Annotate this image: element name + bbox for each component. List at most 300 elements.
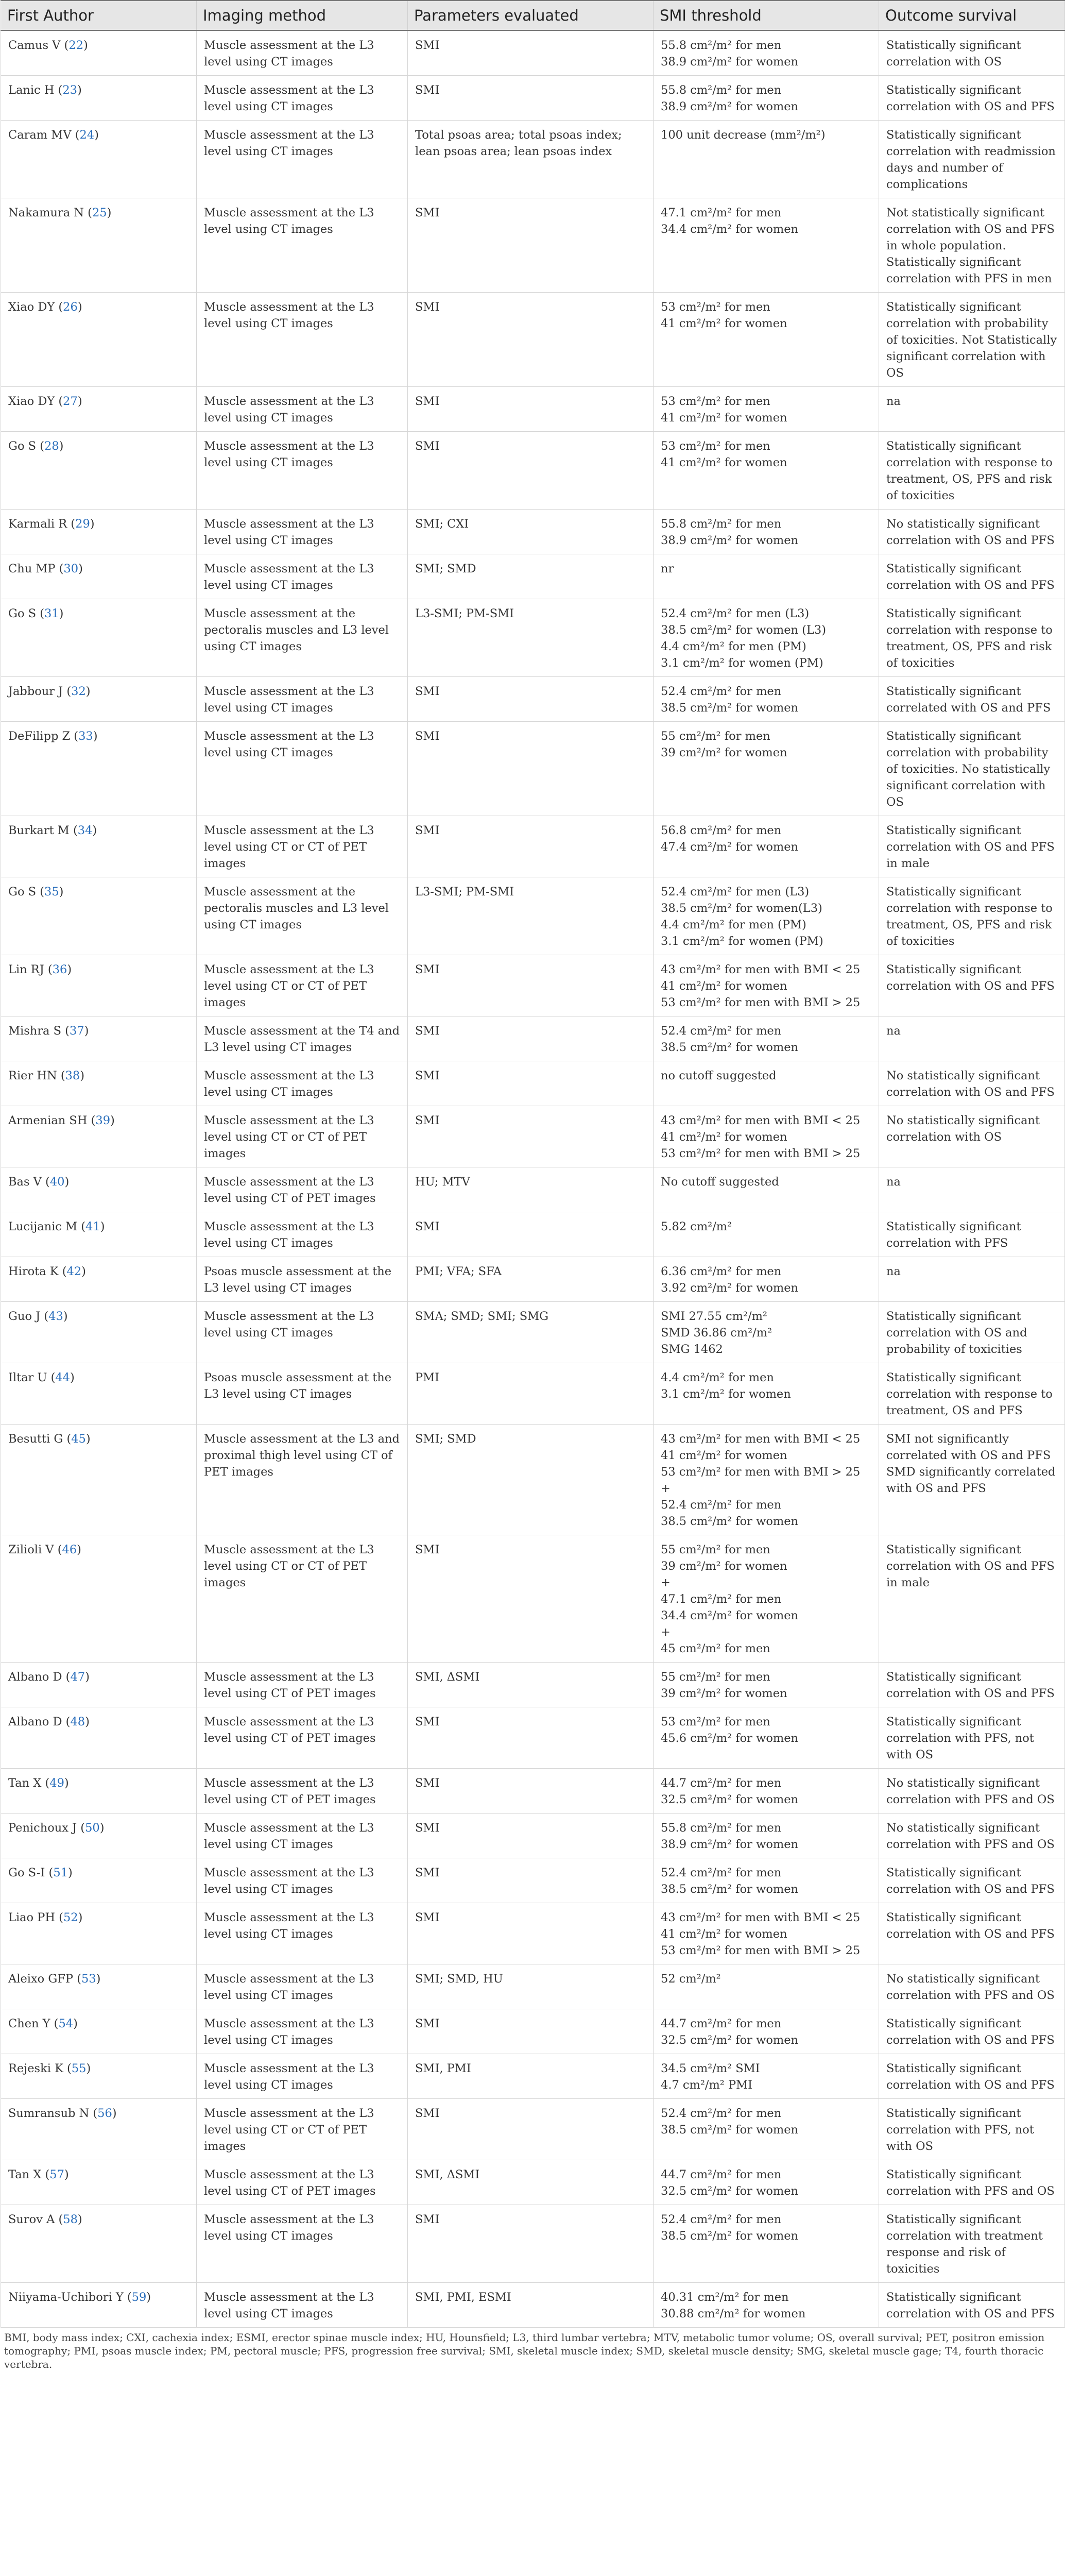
smi-threshold-line: SMI 27.55 cm²/m² [661, 1310, 767, 1323]
cell-author: Besutti G (45) [1, 1425, 197, 1535]
table-row [1, 198, 1065, 293]
smi-threshold-line: + [661, 1576, 671, 1589]
author-name: Besutti G [8, 1432, 63, 1446]
cell-parameters: SMI [408, 76, 654, 121]
table-row [1, 1302, 1065, 1363]
author-name: Chen Y [8, 2017, 50, 2030]
reference-link[interactable]: 42 [66, 1265, 82, 1278]
reference-link[interactable]: 35 [44, 885, 59, 899]
cell-outcome: No statistically significant correlation with PFS and OS [879, 1964, 1065, 2009]
cell-author: Go S-I (51) [1, 1858, 197, 1903]
cell-outcome: Statistically significant correlation with OS and PFS [879, 1903, 1065, 1964]
cell-smi-threshold [654, 722, 879, 816]
smi-threshold-line: 53 cm²/m² for men with BMI > 25 [661, 1944, 861, 1957]
cell-outcome: Statistically significant correlation with OS and PFS [879, 554, 1065, 599]
cell-imaging-method: Muscle assessment at the L3 level using CT images [197, 76, 408, 121]
cell-outcome: Statistically significant correlation with response to treatment, OS, PFS and risk of toxicities [879, 599, 1065, 677]
cell-parameters: SMI [408, 1903, 654, 1964]
reference-link[interactable]: 57 [49, 2168, 64, 2181]
cell-imaging-method: Muscle assessment at the pectoralis muscles and L3 level using CT images [197, 877, 408, 955]
cell-outcome: No statistically significant correlation with PFS and OS [879, 1769, 1065, 1814]
table-footnote: BMI, body mass index; CXI, cachexia index; ESMI, erector spinae muscle index; HU, Hounsfield; L3, third lumbar vertebra; MTV, metabolic tumor volume; OS, overall survival; PET, positron emission tomography; PMI, psoas muscle index; PM, pectoral muscle; PFS, progression free survival; SMI, skeletal muscle index; SMD, skeletal muscle density; SMG, skeletal muscle gage; T4, fourth thoracic vertebra. [4, 2331, 1045, 2370]
table-row [1, 1663, 1065, 1707]
smi-threshold-line: 38.5 cm²/m² for women [661, 2229, 799, 2243]
cell-author: Burkart M (34) [1, 816, 197, 877]
smi-threshold-line: 3.1 cm²/m² for women [661, 1387, 791, 1401]
smi-threshold-line: nr [661, 562, 674, 575]
cell-author: Camus V (22) [1, 30, 197, 76]
smi-threshold-line: 55 cm²/m² for men [661, 1543, 770, 1556]
cell-outcome: na [879, 387, 1065, 432]
smi-threshold-line: 38.5 cm²/m² for women(L3) [661, 902, 822, 915]
reference-link[interactable]: 53 [81, 1972, 96, 1986]
author-name: Bas V [8, 1175, 42, 1189]
smi-threshold-line: 55.8 cm²/m² for men [661, 517, 782, 531]
smi-threshold-line: SMG 1462 [661, 1343, 723, 1356]
smi-threshold-line: 53 cm²/m² for men with BMI > 25 [661, 996, 861, 1009]
cell-outcome: Statistically significant correlation with OS and PFS in male [879, 1535, 1065, 1663]
cell-author: Bas V (40) [1, 1167, 197, 1212]
cell-smi-threshold [654, 2099, 879, 2160]
cell-author: Caram MV (24) [1, 121, 197, 198]
author-name: Aleixo GFP [8, 1972, 74, 1986]
smi-threshold-line: 6.36 cm²/m² for men [661, 1265, 782, 1278]
reference-link[interactable]: 25 [92, 206, 107, 219]
reference-link[interactable]: 47 [70, 1670, 85, 1684]
cell-imaging-method: Muscle assessment at the L3 level using CT images [197, 1302, 408, 1363]
cell-smi-threshold [654, 198, 879, 293]
reference-link[interactable]: 24 [79, 128, 95, 142]
smi-threshold-line: 55 cm²/m² for men [661, 730, 770, 743]
author-name: Rejeski K [8, 2062, 63, 2075]
reference-link[interactable]: 46 [62, 1543, 77, 1556]
cell-outcome: SMI not significantly correlated with OS and PFS SMD significantly correlated with OS and PFS [879, 1425, 1065, 1535]
smi-threshold-line: 39 cm²/m² for women [661, 1560, 787, 1573]
cell-parameters: SMI [408, 1016, 654, 1061]
table-row [1, 2205, 1065, 2283]
cell-imaging-method: Muscle assessment at the L3 level using CT images [197, 293, 408, 387]
cell-smi-threshold [654, 1814, 879, 1858]
cell-author: Chu MP (30) [1, 554, 197, 599]
reference-link[interactable]: 54 [58, 2017, 74, 2030]
smi-threshold-line: 100 unit decrease (mm²/m²) [661, 128, 826, 142]
cell-author: Mishra S (37) [1, 1016, 197, 1061]
cell-parameters: SMI [408, 1814, 654, 1858]
header-smi-threshold: SMI threshold [654, 1, 879, 30]
cell-imaging-method: Muscle assessment at the L3 level using CT or CT of PET images [197, 2099, 408, 2160]
smi-threshold-line: 52.4 cm²/m² for men (L3) [661, 607, 810, 620]
reference-link[interactable]: 37 [69, 1024, 84, 1038]
reference-link[interactable]: 33 [78, 730, 93, 743]
cell-outcome: Statistically significant correlated with OS and PFS [879, 677, 1065, 722]
author-name: Camus V [8, 39, 61, 52]
cell-parameters: SMI; SMD, HU [408, 1964, 654, 2009]
author-name: Chu MP [8, 562, 56, 575]
cell-imaging-method: Muscle assessment at the L3 level using CT of PET images [197, 2160, 408, 2205]
smi-threshold-line: 32.5 cm²/m² for women [661, 2033, 799, 2047]
cell-imaging-method: Muscle assessment at the L3 level using CT images [197, 198, 408, 293]
header-first-author: First Author [1, 1, 197, 30]
table-row [1, 1257, 1065, 1302]
cell-author: Zilioli V (46) [1, 1535, 197, 1663]
smi-threshold-line: 38.9 cm²/m² for women [661, 534, 799, 547]
table-row [1, 1167, 1065, 1212]
author-name: Burkart M [8, 824, 70, 837]
cell-outcome: Statistically significant correlation with treatment response and risk of toxicities [879, 2205, 1065, 2283]
smi-threshold-line: 53 cm²/m² for men [661, 439, 770, 453]
cell-outcome: Statistically significant correlation with probability of toxicities. Not Statistically significant correlation with OS [879, 293, 1065, 387]
author-name: Jabbour J [8, 685, 63, 698]
reference-link[interactable]: 49 [49, 1776, 64, 1790]
reference-link[interactable]: 40 [49, 1175, 65, 1189]
reference-link[interactable]: 32 [71, 685, 86, 698]
author-name: Nakamura N [8, 206, 84, 219]
table-row [1, 1707, 1065, 1769]
reference-link[interactable]: 48 [70, 1715, 85, 1728]
cell-smi-threshold [654, 387, 879, 432]
cell-imaging-method: Psoas muscle assessment at the L3 level using CT images [197, 1257, 408, 1302]
cell-author: Albano D (47) [1, 1663, 197, 1707]
cell-smi-threshold [654, 293, 879, 387]
table-row [1, 1212, 1065, 1257]
cell-parameters: SMI [408, 722, 654, 816]
cell-parameters: PMI [408, 1363, 654, 1425]
cell-parameters: SMI, PMI [408, 2054, 654, 2099]
reference-link[interactable]: 34 [77, 824, 93, 837]
smi-threshold-line: 41 cm²/m² for women [661, 1927, 787, 1941]
table-row [1, 1106, 1065, 1167]
author-name: Albano D [8, 1715, 62, 1728]
table-row [1, 510, 1065, 554]
reference-link[interactable]: 44 [55, 1371, 70, 1384]
table-row [1, 816, 1065, 877]
table-row [1, 1769, 1065, 1814]
cell-outcome: No statistically significant correlation with OS and PFS [879, 1061, 1065, 1106]
cell-outcome: Not statistically significant correlation with OS and PFS in whole population. Statistically significant correlation with PFS in men [879, 198, 1065, 293]
reference-link[interactable]: 41 [85, 1220, 100, 1233]
smi-threshold-line: 43 cm²/m² for men with BMI < 25 [661, 1432, 861, 1446]
reference-link[interactable]: 50 [85, 1821, 100, 1835]
cell-author: Go S (28) [1, 432, 197, 510]
table-row [1, 1535, 1065, 1663]
cell-smi-threshold [654, 1663, 879, 1707]
smi-threshold-line: 53 cm²/m² for men with BMI > 25 [661, 1147, 861, 1160]
cell-outcome: na [879, 1016, 1065, 1061]
cell-parameters: SMI [408, 2009, 654, 2054]
smi-threshold-line: 52.4 cm²/m² for men [661, 1498, 782, 1512]
cell-smi-threshold [654, 1363, 879, 1425]
smi-threshold-line: 4.7 cm²/m² PMI [661, 2078, 753, 2092]
author-name: Go S [8, 607, 37, 620]
table-row [1, 1425, 1065, 1535]
cell-author: Rejeski K (55) [1, 2054, 197, 2099]
cell-author: Guo J (43) [1, 1302, 197, 1363]
cell-parameters: SMI [408, 387, 654, 432]
cell-outcome: Statistically significant correlation with response to treatment, OS, PFS and risk of toxicities [879, 877, 1065, 955]
reference-link[interactable]: 36 [52, 963, 67, 976]
author-name: Rier HN [8, 1069, 57, 1082]
smi-threshold-line: 3.1 cm²/m² for women (PM) [661, 656, 823, 670]
cell-parameters: L3-SMI; PM-SMI [408, 599, 654, 677]
smi-threshold-line: 52.4 cm²/m² for men [661, 2213, 782, 2226]
smi-threshold-line: 38.5 cm²/m² for women [661, 701, 799, 715]
cell-parameters: SMI [408, 2205, 654, 2283]
cell-outcome: No statistically significant correlation with PFS and OS [879, 1814, 1065, 1858]
reference-link[interactable]: 51 [53, 1866, 68, 1879]
cell-imaging-method: Muscle assessment at the L3 level using CT or CT of PET images [197, 955, 408, 1016]
cell-smi-threshold [654, 2160, 879, 2205]
reference-link[interactable]: 27 [63, 395, 78, 408]
cell-outcome: Statistically significant correlation with response to treatment, OS and PFS [879, 1363, 1065, 1425]
cell-author: Tan X (57) [1, 2160, 197, 2205]
header-row [1, 1, 1065, 30]
cell-author: Liao PH (52) [1, 1903, 197, 1964]
author-name: Guo J [8, 1310, 41, 1323]
cell-parameters: HU; MTV [408, 1167, 654, 1212]
smi-threshold-line: 55 cm²/m² for men [661, 1670, 770, 1684]
reference-link[interactable]: 28 [44, 439, 59, 453]
cell-smi-threshold [654, 1016, 879, 1061]
cell-smi-threshold [654, 1535, 879, 1663]
cell-smi-threshold [654, 677, 879, 722]
reference-link[interactable]: 29 [75, 517, 90, 531]
cell-smi-threshold [654, 1257, 879, 1302]
cell-parameters: PMI; VFA; SFA [408, 1257, 654, 1302]
cell-smi-threshold [654, 30, 879, 76]
cell-imaging-method: Muscle assessment at the L3 level using CT or CT of PET images [197, 1106, 408, 1167]
reference-link[interactable]: 26 [63, 300, 78, 314]
reference-link[interactable]: 59 [131, 2291, 147, 2304]
smi-threshold-line: 44.7 cm²/m² for men [661, 2017, 782, 2030]
cell-author: Xiao DY (27) [1, 387, 197, 432]
cell-smi-threshold [654, 816, 879, 877]
smi-threshold-line: 55.8 cm²/m² for men [661, 39, 782, 52]
cell-smi-threshold [654, 599, 879, 677]
smi-threshold-line: 55.8 cm²/m² for men [661, 83, 782, 97]
cell-parameters: SMI; SMD [408, 1425, 654, 1535]
cell-imaging-method: Muscle assessment at the L3 level using CT of PET images [197, 1663, 408, 1707]
smi-threshold-line: 52.4 cm²/m² for men [661, 2107, 782, 2120]
cell-outcome: Statistically significant correlation with PFS [879, 1212, 1065, 1257]
cell-parameters: SMI; SMD [408, 554, 654, 599]
cell-author: Surov A (58) [1, 2205, 197, 2283]
reference-link[interactable]: 22 [68, 39, 83, 52]
table-row [1, 432, 1065, 510]
cell-author: DeFilipp Z (33) [1, 722, 197, 816]
reference-link[interactable]: 39 [95, 1114, 111, 1127]
table-row [1, 2009, 1065, 2054]
table-row [1, 387, 1065, 432]
table-row [1, 722, 1065, 816]
cell-parameters: SMI [408, 1106, 654, 1167]
smi-threshold-line: 45.6 cm²/m² for women [661, 1732, 799, 1745]
smi-threshold-line: 44.7 cm²/m² for men [661, 2168, 782, 2181]
cell-author: Penichoux J (50) [1, 1814, 197, 1858]
smi-threshold-line: SMD 36.86 cm²/m² [661, 1326, 772, 1340]
author-name: Mishra S [8, 1024, 62, 1038]
smi-threshold-line: 52 cm²/m² [661, 1972, 721, 1986]
table-row [1, 554, 1065, 599]
reference-link[interactable]: 56 [97, 2107, 112, 2120]
reference-link[interactable]: 23 [62, 83, 77, 97]
reference-link[interactable]: 52 [63, 1911, 78, 1924]
smi-threshold-line: 47.1 cm²/m² for men [661, 1592, 782, 1606]
cell-imaging-method: Muscle assessment at the L3 level using CT images [197, 1903, 408, 1964]
cell-outcome: Statistically significant correlation with OS and PFS [879, 2283, 1065, 2328]
smi-threshold-line: 52.4 cm²/m² for men (L3) [661, 885, 810, 899]
smi-threshold-line: 38.9 cm²/m² for women [661, 55, 799, 69]
smi-threshold-line: 56.8 cm²/m² for men [661, 824, 782, 837]
cell-outcome: Statistically significant correlation with OS and PFS [879, 2054, 1065, 2099]
cell-smi-threshold [654, 2205, 879, 2283]
reference-link[interactable]: 58 [63, 2213, 78, 2226]
cell-imaging-method: Muscle assessment at the L3 level using CT or CT of PET images [197, 1535, 408, 1663]
cell-author: Lucijanic M (41) [1, 1212, 197, 1257]
cell-imaging-method: Muscle assessment at the L3 level using CT images [197, 722, 408, 816]
cell-parameters: SMI [408, 30, 654, 76]
cell-imaging-method: Muscle assessment at the L3 level using CT images [197, 2205, 408, 2283]
cell-outcome: Statistically significant correlation with OS and PFS in male [879, 816, 1065, 877]
reference-link[interactable]: 38 [65, 1069, 80, 1082]
cell-imaging-method: Muscle assessment at the L3 level using CT of PET images [197, 1769, 408, 1814]
smi-threshold-line: 43 cm²/m² for men with BMI < 25 [661, 963, 861, 976]
table-row [1, 2283, 1065, 2328]
reference-link[interactable]: 30 [63, 562, 79, 575]
table-row [1, 2099, 1065, 2160]
smi-threshold-line: 4.4 cm²/m² for men [661, 1371, 774, 1384]
author-name: Hirota K [8, 1265, 59, 1278]
cell-author: Sumransub N (56) [1, 2099, 197, 2160]
cell-parameters: SMI, PMI, ESMI [408, 2283, 654, 2328]
smi-threshold-line: 32.5 cm²/m² for women [661, 2184, 799, 2198]
cell-imaging-method: Muscle assessment at the L3 level using CT images [197, 677, 408, 722]
header-outcome: Outcome survival [879, 1, 1065, 30]
table-row [1, 1061, 1065, 1106]
cell-outcome: na [879, 1167, 1065, 1212]
cell-author: Karmali R (29) [1, 510, 197, 554]
author-name: Xiao DY [8, 300, 55, 314]
table-row [1, 1903, 1065, 1964]
table-row [1, 955, 1065, 1016]
cell-imaging-method: Muscle assessment at the pectoralis muscles and L3 level using CT images [197, 599, 408, 677]
smi-threshold-line: 41 cm²/m² for women [661, 979, 787, 993]
cell-outcome: Statistically significant correlation with OS and PFS [879, 2009, 1065, 2054]
cell-smi-threshold [654, 1167, 879, 1212]
cell-imaging-method: Muscle assessment at the L3 level using CT images [197, 30, 408, 76]
smi-threshold-line: 53 cm²/m² for men [661, 1715, 770, 1728]
cell-smi-threshold [654, 1964, 879, 2009]
cell-imaging-method: Muscle assessment at the T4 and L3 level using CT images [197, 1016, 408, 1061]
author-name: Surov A [8, 2213, 55, 2226]
cell-parameters: SMI [408, 1061, 654, 1106]
smi-threshold-line: 34.4 cm²/m² for women [661, 1609, 799, 1622]
table-row [1, 677, 1065, 722]
smi-threshold-line: 38.5 cm²/m² for women [661, 1883, 799, 1896]
cell-outcome: No statistically significant correlation with OS [879, 1106, 1065, 1167]
table-row [1, 121, 1065, 198]
cell-smi-threshold [654, 955, 879, 1016]
cell-smi-threshold [654, 1302, 879, 1363]
author-name: Zilioli V [8, 1543, 54, 1556]
cell-author: Iltar U (44) [1, 1363, 197, 1425]
cell-parameters: SMI [408, 432, 654, 510]
table-row [1, 1814, 1065, 1858]
reference-link[interactable]: 55 [71, 2062, 87, 2075]
cell-smi-threshold [654, 510, 879, 554]
cell-imaging-method: Muscle assessment at the L3 level using CT of PET images [197, 1707, 408, 1769]
cell-parameters: SMI, ΔSMI [408, 1663, 654, 1707]
table-row [1, 1964, 1065, 2009]
cell-imaging-method: Muscle assessment at the L3 and proximal thigh level using CT of PET images [197, 1425, 408, 1535]
cell-author: Armenian SH (39) [1, 1106, 197, 1167]
smi-threshold-line: 30.88 cm²/m² for women [661, 2307, 806, 2320]
table-row [1, 30, 1065, 76]
cell-parameters: Total psoas area; total psoas index; lean psoas area; lean psoas index [408, 121, 654, 198]
author-name: Liao PH [8, 1911, 56, 1924]
cell-smi-threshold [654, 1769, 879, 1814]
cell-outcome: Statistically significant correlation with OS and PFS [879, 76, 1065, 121]
smi-threshold-line: 52.4 cm²/m² for men [661, 1024, 782, 1038]
reference-link[interactable]: 43 [48, 1310, 63, 1323]
author-name: Go S-I [8, 1866, 45, 1879]
cell-imaging-method: Psoas muscle assessment at the L3 level using CT images [197, 1363, 408, 1425]
smi-threshold-line: 5.82 cm²/m² [661, 1220, 732, 1233]
cell-smi-threshold [654, 1903, 879, 1964]
table-row [1, 1858, 1065, 1903]
cell-smi-threshold [654, 2283, 879, 2328]
reference-link[interactable]: 31 [44, 607, 59, 620]
cell-outcome: Statistically significant correlation with OS and PFS [879, 955, 1065, 1016]
cell-imaging-method: Muscle assessment at the L3 level using CT images [197, 2283, 408, 2328]
smi-threshold-line: 38.5 cm²/m² for women [661, 1041, 799, 1054]
smi-threshold-line: 34.5 cm²/m² SMI [661, 2062, 760, 2075]
smi-threshold-line: 39 cm²/m² for women [661, 746, 787, 759]
cell-smi-threshold [654, 432, 879, 510]
cell-parameters: SMI [408, 1535, 654, 1663]
author-name: Lin RJ [8, 963, 44, 976]
author-name: Lucijanic M [8, 1220, 78, 1233]
cell-imaging-method: Muscle assessment at the L3 level using CT or CT of PET images [197, 816, 408, 877]
cell-imaging-method: Muscle assessment at the L3 level using CT images [197, 554, 408, 599]
cell-outcome: Statistically significant correlation with PFS, not with OS [879, 1707, 1065, 1769]
smi-threshold-line: 38.5 cm²/m² for women (L3) [661, 623, 826, 637]
author-name: DeFilipp Z [8, 730, 71, 743]
cell-parameters: SMI [408, 1769, 654, 1814]
cell-parameters: SMI [408, 677, 654, 722]
smi-threshold-line: + [661, 1625, 671, 1639]
reference-link[interactable]: 45 [71, 1432, 86, 1446]
header-parameters: Parameters evaluated [408, 1, 654, 30]
cell-author: Lin RJ (36) [1, 955, 197, 1016]
smi-threshold-line: 32.5 cm²/m² for women [661, 1793, 799, 1806]
cell-parameters: SMI [408, 198, 654, 293]
smi-threshold-line: No cutoff suggested [661, 1175, 779, 1189]
cell-outcome: na [879, 1257, 1065, 1302]
cell-smi-threshold [654, 1106, 879, 1167]
cell-parameters: SMI [408, 2099, 654, 2160]
cell-author: Hirota K (42) [1, 1257, 197, 1302]
cell-author: Aleixo GFP (53) [1, 1964, 197, 2009]
cell-smi-threshold [654, 1858, 879, 1903]
table-row [1, 2054, 1065, 2099]
cell-parameters: SMI [408, 955, 654, 1016]
cell-smi-threshold [654, 1061, 879, 1106]
table-row [1, 599, 1065, 677]
cell-author: Jabbour J (32) [1, 677, 197, 722]
cell-smi-threshold [654, 1212, 879, 1257]
author-name: Albano D [8, 1670, 62, 1684]
cell-parameters: SMI [408, 1212, 654, 1257]
